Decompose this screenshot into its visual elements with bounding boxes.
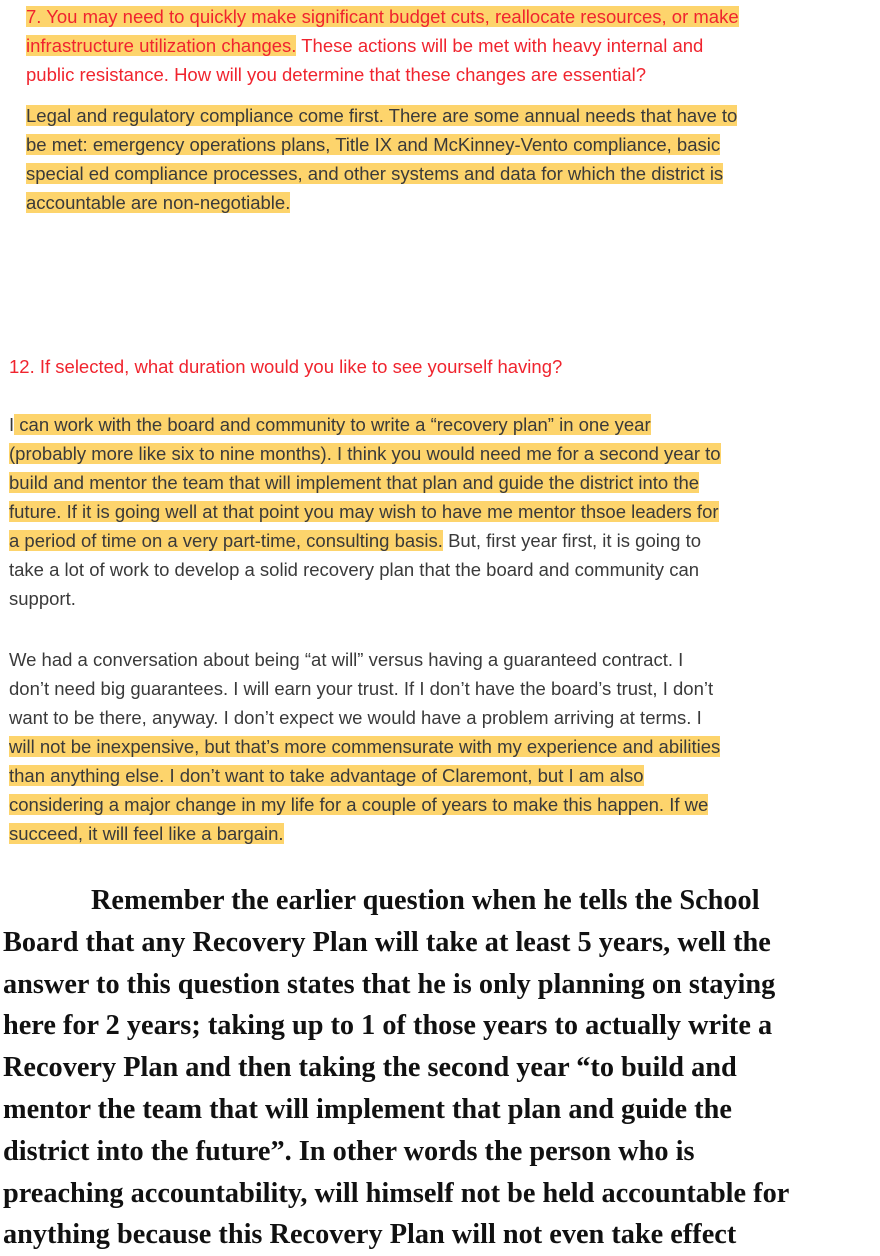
q12-answer-line: take a lot of work to develop a solid recovery plan that the board and community can [9,559,700,580]
q12-answer-line: support. [9,588,76,609]
q12-answer-line: (probably more like six to nine months). I think you would need me for a second year to [9,443,721,464]
q7-question [0,2,880,89]
q7-answer-line: special ed compliance processes, and other systems and data for which the district is [26,163,724,184]
q12-answer-para2 [0,645,880,848]
q12-answer-line: I can work with the board and community to write a “recovery plan” in one year [9,414,651,435]
q7-answer-line: Legal and regulatory compliance come first. There are some annual needs that have to [26,105,738,126]
commentary-line: Remember the earlier question when he tells the School [91,885,760,916]
q12-answer-line: succeed, it will feel like a bargain. [9,823,284,844]
q7-answer [0,101,880,217]
q12-answer-line: a period of time on a very part-time, consulting basis. But, first year first, it is going to [9,530,701,551]
q12-answer-line: future. If it is going well at that point you may wish to have me mentor thsoe leaders for [9,501,719,522]
q7-answer-line: be met: emergency operations plans, Title IX and McKinney-Vento compliance, basic [26,134,721,155]
commentary-line: mentor the team that will implement that plan and guide the [3,1093,732,1125]
q12-question [0,352,880,381]
q7-answer-line: accountable are non-negotiable. [26,192,291,213]
q12-answer-line: build and mentor the team that will implement that plan and guide the district into the [9,472,700,493]
q12-answer-para1 [0,410,880,613]
commentary [0,880,880,1256]
q12-answer-line: than anything else. I don’t want to take advantage of Claremont, but I am also [9,765,644,786]
q7-question-line: 7. You may need to quickly make significant budget cuts, reallocate resources, or make [26,6,739,27]
commentary-line: preaching accountability, will himself not be held accountable for [3,1177,790,1209]
commentary-line: Recovery Plan and then taking the second year “to build and [3,1052,737,1084]
q12-answer-line: We had a conversation about being “at will” versus having a guaranteed contract. I [9,649,684,670]
q12-answer-line: don’t need big guarantees. I will earn your trust. If I don’t have the board’s trust, I don’t [9,678,714,699]
q12-answer-line: will not be inexpensive, but that’s more commensurate with my experience and abilities [9,736,721,757]
q12-question-line: 12. If selected, what duration would you like to see yourself having? [9,356,563,377]
commentary-line: Board that any Recovery Plan will take at least 5 years, well the [3,926,771,958]
commentary-line: here for 2 years; taking up to 1 of those years to actually write a [3,1010,773,1042]
commentary-line: district into the future”. In other words the person who is [3,1135,695,1167]
commentary-line: anything because this Recovery Plan will not even take effect [3,1219,737,1251]
q7-question-line: infrastructure utilization changes. These actions will be met with heavy internal and [26,35,704,56]
q12-answer-line: considering a major change in my life for a couple of years to make this happen. If we [9,794,709,815]
q7-question-line: public resistance. How will you determine that these changes are essential? [26,64,647,85]
q12-answer-line: want to be there, anyway. I don’t expect we would have a problem arriving at terms. I [9,707,702,728]
commentary-line: answer to this question states that he is only planning on staying [3,968,776,1000]
